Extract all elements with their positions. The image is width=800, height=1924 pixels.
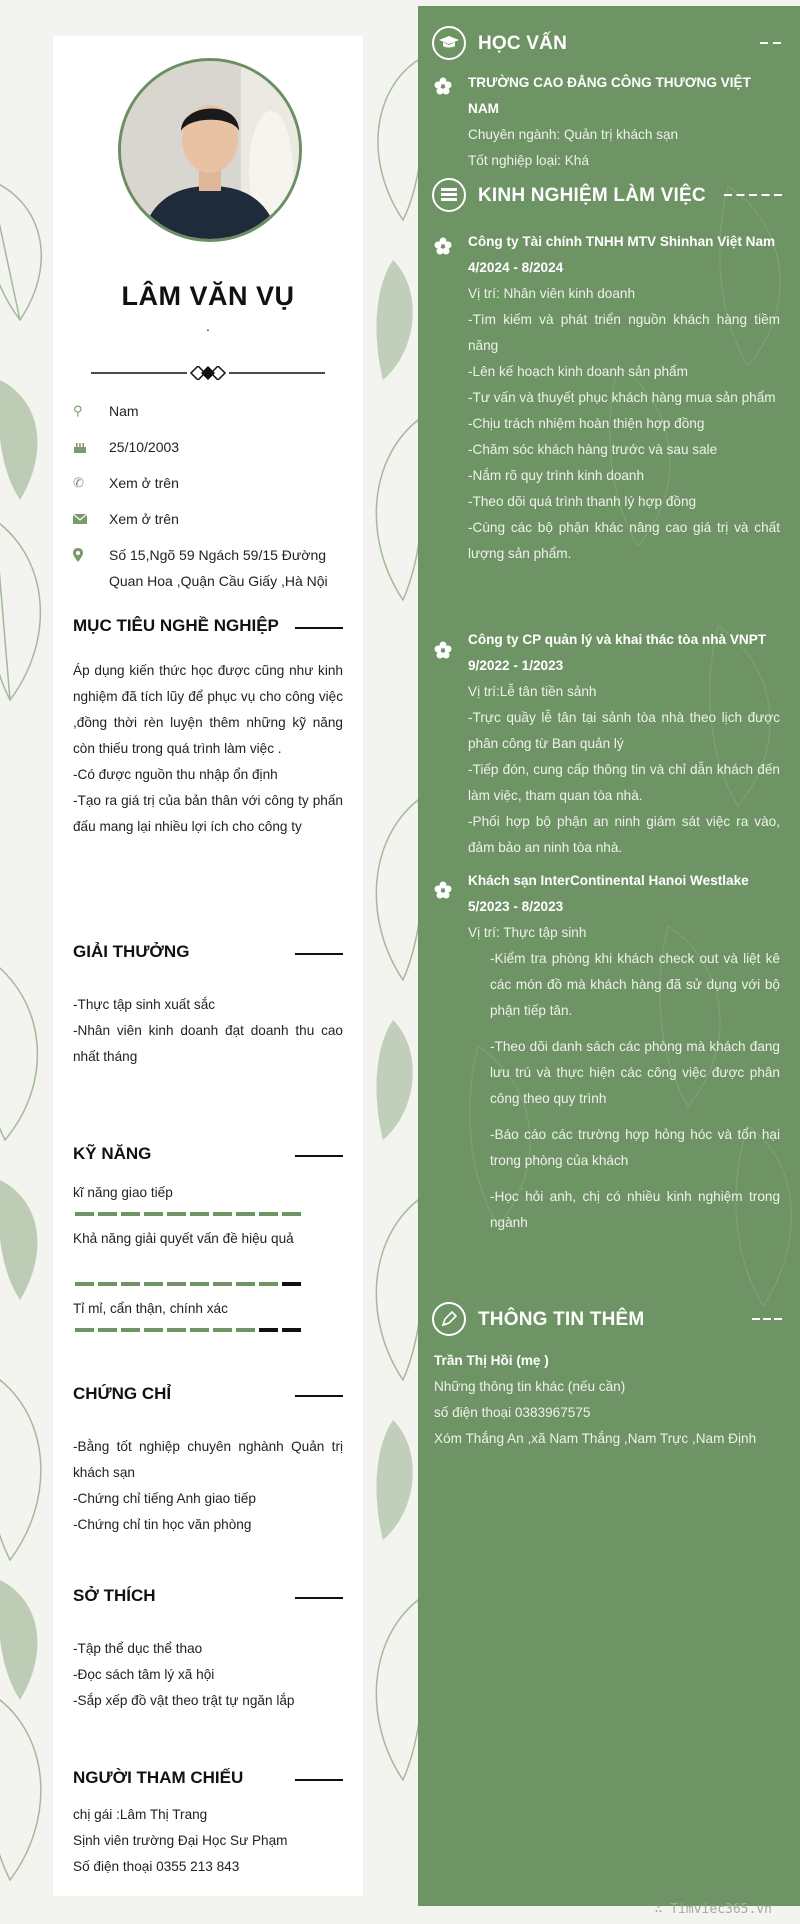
job-task: -Tiếp đón, cung cấp thông tin và chỉ dẫn khách đến làm việc, tham quan tòa nhà. — [468, 762, 780, 803]
skill-segment — [121, 1282, 140, 1286]
education-entry — [468, 70, 780, 174]
skill-name: kĩ năng giao tiếp — [73, 1185, 173, 1200]
extra-info-title: THÔNG TIN THÊM — [432, 1302, 782, 1338]
left-column — [53, 36, 363, 1896]
objective-line: -Có được nguồn thu nhập ổn định — [73, 767, 278, 782]
job-task: -Nắm rõ quy trình kinh doanh — [468, 468, 645, 483]
certificates-title: CHỨNG CHỈ — [73, 1384, 343, 1408]
reference-line: Sịnh viên trường Đại Học Sư Phạm — [73, 1833, 288, 1848]
skill-segment — [213, 1328, 232, 1332]
flower-bullet-icon — [434, 881, 452, 899]
skill-segment — [167, 1328, 186, 1332]
grade: Tốt nghiệp loại: Khá — [468, 153, 589, 168]
skill-segment — [190, 1212, 209, 1216]
phone-icon: ✆ — [73, 475, 84, 490]
envelope-icon — [73, 506, 89, 532]
school-name: TRƯỜNG CAO ĐẲNG CÔNG THƯƠNG VIỆT NAM — [468, 75, 751, 116]
awards-title: GIẢI THƯỞNG — [73, 942, 343, 966]
job-task: -Chịu trách nhiệm hoàn thiện hợp đồng — [468, 416, 705, 431]
job-task: -Kiểm tra phòng khi khách check out và liệt kê các món đồ mà khách hàng đã sử dụng với bộ phận tiếp tân. — [490, 951, 780, 1018]
location-pin-icon — [73, 542, 89, 568]
certificate-line: -Bằng tốt nghiệp chuyên nghành Quản trị khách sạn — [73, 1439, 343, 1480]
major: Chuyên ngành: Quản trị khách sạn — [468, 127, 679, 142]
skill-segment — [144, 1328, 163, 1332]
job-task: -Theo dõi quá trình thanh lý hợp đồng — [468, 494, 697, 509]
extra-info-entry — [434, 1348, 784, 1452]
flower-bullet-icon — [434, 641, 452, 659]
job-position: Vị trí: Thực tập sinh — [468, 925, 587, 940]
info-gender: ⚲ Nam — [73, 398, 353, 424]
job-task: -Lên kế hoạch kinh doanh sản phẩm — [468, 364, 688, 379]
skill-level-bar — [75, 1212, 301, 1216]
objective-line: Áp dụng kiến thức học được cũng như kinh nghiệm đã tích lũy để phục vụ cho công việc ,đồng thời rèn luyện thêm những kỹ năng còn thiếu trong quá trình làm việc . — [73, 663, 343, 756]
skill-segment — [167, 1212, 186, 1216]
skill-segment — [236, 1328, 255, 1332]
avatar — [118, 58, 302, 242]
certificate-line: -Chứng chỉ tiếng Anh giao tiếp — [73, 1491, 256, 1506]
skill-segment — [190, 1282, 209, 1286]
book-icon — [432, 178, 466, 212]
leaf-background-middle — [363, 0, 418, 1924]
skill-segment — [236, 1212, 255, 1216]
hobby-line: -Sắp xếp đồ vật theo trật tự ngăn lắp — [73, 1693, 295, 1708]
skill-segment — [213, 1282, 232, 1286]
certificate-line: -Chứng chỉ tin học văn phòng — [73, 1517, 252, 1532]
objective-text — [73, 658, 343, 840]
hobby-line: -Tập thể dục thể thao — [73, 1641, 203, 1656]
certificates-text — [73, 1434, 343, 1538]
skill-segment — [144, 1212, 163, 1216]
extra-line: Xóm Thắng An ,xã Nam Thắng ,Nam Trực ,Nam Định — [434, 1431, 757, 1446]
right-column — [418, 6, 800, 1906]
references-text — [73, 1802, 343, 1880]
job-period: 9/2022 - 1/2023 — [468, 658, 564, 673]
job-position: Vị trí: Nhân viên kinh doanh — [468, 286, 636, 301]
experience-title: KINH NGHIỆM LÀM VIỆC — [432, 178, 782, 214]
graduation-cap-icon — [432, 26, 466, 60]
ornament-divider — [91, 366, 325, 380]
info-birthday: 25/10/2003 — [73, 434, 353, 460]
hobbies-title: SỞ THÍCH — [73, 1586, 343, 1610]
job-task: -Chăm sóc khách hàng trước và sau sale — [468, 442, 718, 457]
pen-icon — [432, 1302, 466, 1336]
birthday-cake-icon — [73, 434, 89, 460]
skill-segment — [167, 1282, 186, 1286]
info-phone: ✆ Xem ở trên — [73, 470, 353, 496]
job-period: 5/2023 - 8/2023 — [468, 899, 564, 914]
skill-segment — [190, 1328, 209, 1332]
job-task: -Báo cáo các trường hợp hỏng hóc và tổn hại trong phòng của khách — [490, 1127, 780, 1168]
flower-bullet-icon — [434, 77, 452, 95]
skill-segment — [259, 1282, 278, 1286]
skill-level-bar — [75, 1282, 301, 1286]
skill-segment — [121, 1212, 140, 1216]
skill-segment — [98, 1328, 117, 1332]
reference-line: Số điện thoại 0355 213 843 — [73, 1859, 240, 1874]
footer-brand: ∴ Timviec365.vn — [654, 1902, 772, 1917]
leaf-background-left — [0, 0, 60, 1924]
skill-segment — [213, 1212, 232, 1216]
award-line: -Thực tập sinh xuất sắc — [73, 997, 216, 1012]
job-task: -Phối hợp bộ phận an ninh giám sát việc ra vào, đảm bảo an ninh tòa nhà. — [468, 814, 780, 855]
skill-name: Khả năng giải quyết vấn đề hiệu quả — [73, 1231, 294, 1246]
info-address: Số 15,Ngõ 59 Ngách 59/15 Đường Quan Hoa ,Quận Cầu Giấy ,Hà Nội — [73, 542, 353, 594]
objective-title: MỤC TIÊU NGHỀ NGHIỆP — [73, 616, 343, 640]
job-entry-intercontinental — [468, 868, 780, 1236]
skill-segment — [259, 1328, 278, 1332]
skill-segment — [98, 1212, 117, 1216]
skill-segment — [282, 1328, 301, 1332]
gender-icon: ⚲ — [73, 403, 83, 418]
objective-line: -Tạo ra giá trị của bản thân với công ty phấn đấu mang lại nhiều lợi ích cho công ty — [73, 793, 343, 834]
skill-segment — [282, 1282, 301, 1286]
company-name: Công ty CP quản lý và khai thác tòa nhà VNPT — [468, 632, 767, 647]
job-entry-vnpt — [468, 627, 780, 861]
portrait-photo — [121, 61, 299, 239]
job-entry-shinhan — [468, 229, 780, 567]
job-task: -Trực quầy lễ tân tại sảnh tòa nhà theo lịch được phân công từ Ban quản lý — [468, 710, 780, 751]
skill-segment — [75, 1212, 94, 1216]
company-name: Công ty Tài chính TNHH MTV Shinhan Việt Nam — [468, 234, 776, 249]
skill-segment — [144, 1282, 163, 1286]
skills-title: KỸ NĂNG — [73, 1144, 343, 1168]
skill-segment — [75, 1328, 94, 1332]
job-task: -Cùng các bộ phận khác nâng cao giá trị và chất lượng sản phẩm. — [468, 520, 780, 561]
skill-segment — [236, 1282, 255, 1286]
info-email: Xem ở trên — [73, 506, 353, 532]
skill-segment — [259, 1212, 278, 1216]
job-task: -Theo dõi danh sách các phòng mà khách đang lưu trú và thực hiện các công việc được phân công theo quy trình — [490, 1039, 780, 1106]
award-line: -Nhân viên kinh doanh đạt doanh thu cao nhất tháng — [73, 1023, 343, 1064]
extra-line: số điện thoại 0383967575 — [434, 1405, 591, 1420]
skill-segment — [121, 1328, 140, 1332]
job-task: -Học hỏi anh, chị có nhiều kinh nghiệm trong ngành — [490, 1189, 780, 1230]
awards-text — [73, 992, 343, 1070]
job-task: -Tìm kiếm và phát triển nguồn khách hàng tiềm năng — [468, 312, 780, 353]
flower-bullet-icon — [434, 237, 452, 255]
hobby-line: -Đọc sách tâm lý xã hội — [73, 1667, 215, 1682]
hobbies-text — [73, 1636, 343, 1714]
skill-name: Tỉ mỉ, cẩn thận, chính xác — [73, 1301, 228, 1316]
reference-line: chị gái :Lâm Thị Trang — [73, 1807, 208, 1822]
company-name: Khách sạn InterContinental Hanoi Westlake — [468, 873, 749, 888]
skill-level-bar — [75, 1328, 301, 1332]
full-name: LÂM VĂN VỤ — [121, 281, 295, 311]
extra-line: Những thông tin khác (nếu cần) — [434, 1379, 626, 1394]
skill-segment — [282, 1212, 301, 1216]
skill-segment — [98, 1282, 117, 1286]
job-task: -Tư vấn và thuyết phục khách hàng mua sản phẩm — [468, 390, 776, 405]
job-position: Vị trí:Lễ tân tiền sảnh — [468, 684, 597, 699]
education-title: HỌC VẤN — [432, 26, 782, 62]
skill-segment — [75, 1282, 94, 1286]
references-title: NGƯỜI THAM CHIẾU — [73, 1768, 343, 1792]
job-period: 4/2024 - 8/2024 — [468, 260, 564, 275]
subtitle: . — [206, 318, 210, 334]
extra-name: Trần Thị Hồi (mẹ ) — [434, 1353, 549, 1368]
